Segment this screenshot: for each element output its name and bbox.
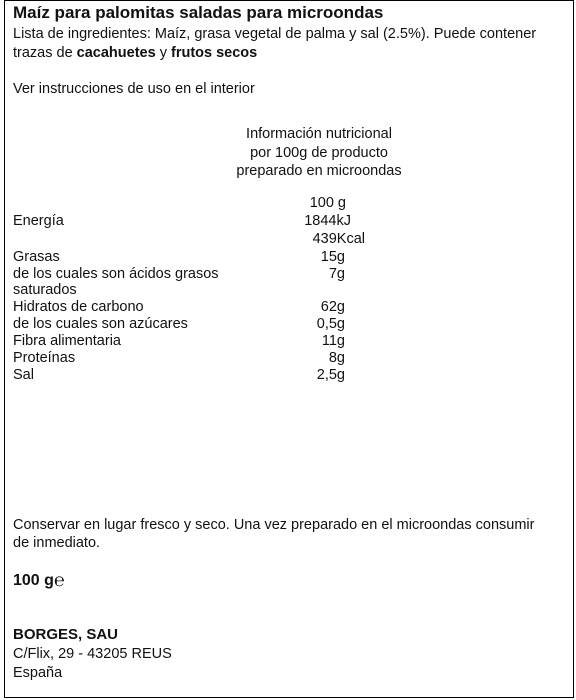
nutrition-value-saturated: 7g (328, 266, 345, 282)
nutrition-value-sugars: 0,5g (316, 316, 345, 332)
nutrition-label-saturated-1: de los cuales son ácidos grasos (13, 266, 219, 282)
company-address: C/Flix, 29 - 43205 REUS (13, 646, 172, 662)
nutrition-heading-line-2: por 100g de producto (250, 145, 388, 161)
usage-instructions: Ver instrucciones de uso en el interior (13, 81, 255, 97)
nutrition-label-fat: Grasas (13, 249, 60, 265)
estimated-sign-icon: ℮ (53, 570, 65, 590)
nutrition-value-fibre: 11g (321, 333, 345, 349)
nutrition-value-fat: 15g (320, 249, 345, 265)
ingredients-line-2 (13, 45, 257, 61)
label-frame (4, 0, 574, 698)
net-weight (13, 570, 65, 591)
nutrition-label-energy: Energía (13, 213, 64, 229)
nutrition-label-sugars: de los cuales son azúcares (13, 316, 188, 332)
nutrition-value-energy-kj: 1844kJ (304, 213, 351, 229)
nutrition-label-fibre: Fibra alimentaria (13, 333, 121, 349)
ingredients-and-text: y (155, 45, 171, 61)
ingredients-line-1: Lista de ingredientes: Maíz, grasa vegetal de palma y sal (2.5%). Puede contener (13, 26, 537, 42)
nutrition-heading-line-1: Información nutricional (246, 126, 392, 142)
nutrition-label-saturated-2: saturados (13, 282, 77, 298)
nutrition-value-salt: 2,5g (316, 367, 345, 383)
nutrition-value-energy-kcal: 439Kcal (312, 231, 365, 247)
nutrition-label-carbs: Hidratos de carbono (13, 299, 144, 315)
net-weight-value: 100 g (13, 572, 54, 589)
nutrition-column-header: 100 g (309, 195, 346, 211)
nutrition-label-protein: Proteínas (13, 350, 76, 366)
ingredients-traces-text: trazas de (13, 45, 77, 61)
storage-line-2: de inmediato. (13, 535, 101, 551)
nutrition-value-protein: 8g (328, 350, 345, 366)
allergen-nuts: frutos secos (170, 45, 258, 61)
company-name: BORGES, SAU (13, 626, 119, 643)
product-title: Maíz para palomitas saladas para microondas (13, 3, 384, 22)
company-country: España (13, 665, 63, 681)
allergen-peanuts: cacahuetes (76, 45, 156, 61)
nutrition-heading-line-3: preparado en microondas (236, 163, 402, 179)
nutrition-value-carbs: 62g (320, 299, 345, 315)
nutrition-label-salt: Sal (13, 367, 34, 383)
storage-line-1: Conservar en lugar fresco y seco. Una vez preparado en el microondas consumir (13, 517, 535, 533)
